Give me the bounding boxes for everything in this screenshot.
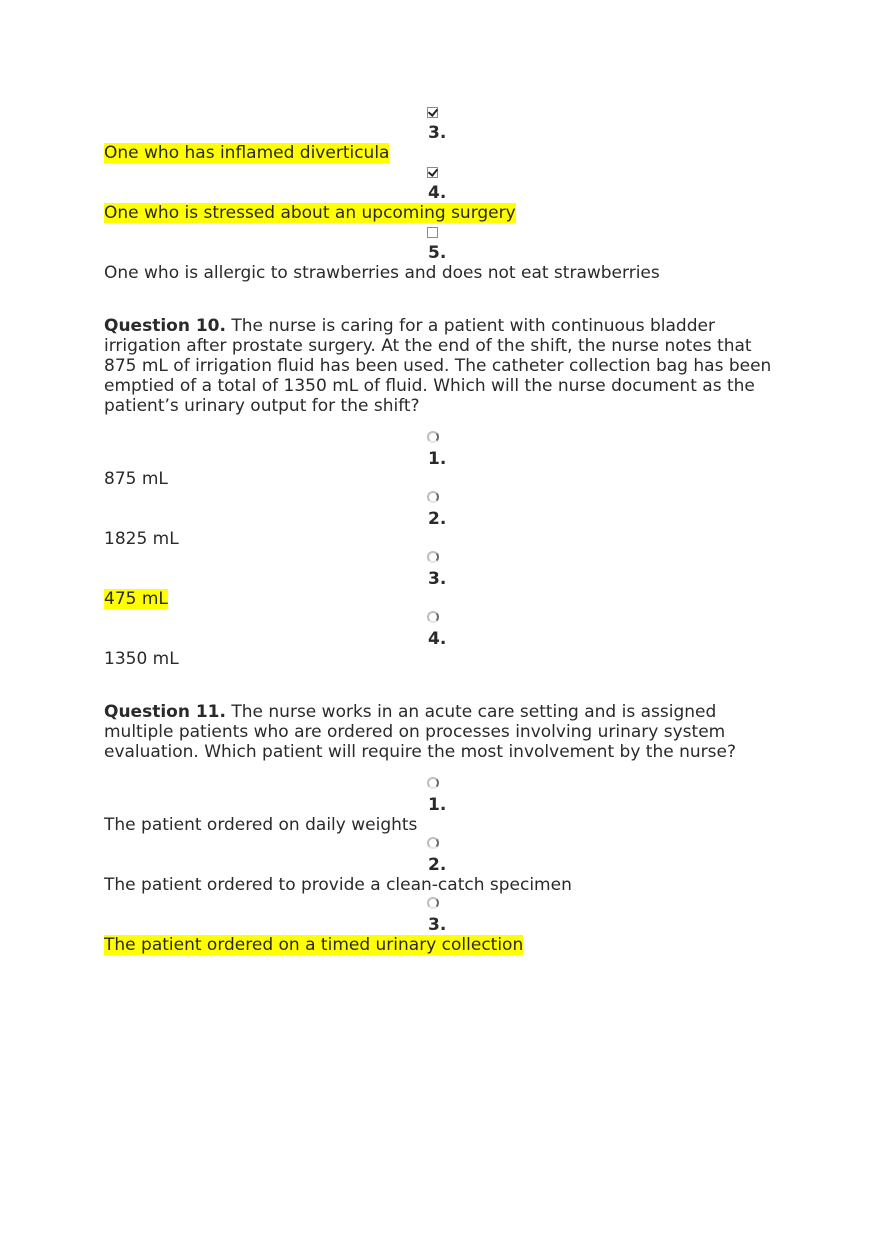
option-number: 1. xyxy=(428,449,447,469)
question-text: The nurse is caring for a patient with continuous bladder irrigation after prostate surgery. At the end of the shift, the nurse notes that 875 mL of irrigation fluid has been used. The catheter collection bag has been emptied of a total of 1350 mL of fluid. Which will the nurse document as the patient’s urinary output for the shift? xyxy=(104,316,772,416)
option-3[interactable] xyxy=(104,549,784,609)
question-10-options xyxy=(104,429,784,669)
radio-icon[interactable] xyxy=(427,611,439,623)
option-text: The patient ordered to provide a clean-catch specimen xyxy=(104,875,572,895)
option-text: 1350 mL xyxy=(104,649,179,669)
option-text: One who is stressed about an upcoming surgery xyxy=(104,203,516,223)
radio-icon[interactable] xyxy=(427,777,439,789)
option-number: 2. xyxy=(428,855,447,875)
question-10-stem xyxy=(104,316,784,416)
radio-icon[interactable] xyxy=(427,551,439,563)
option-2[interactable] xyxy=(104,835,784,895)
option-1[interactable] xyxy=(104,429,784,489)
option-number: 4. xyxy=(428,629,447,649)
question-11-options xyxy=(104,775,784,955)
option-text: 475 mL xyxy=(104,589,168,609)
question-label: Question 10. xyxy=(104,316,226,336)
option-2[interactable] xyxy=(104,489,784,549)
option-text: One who has inflamed diverticula xyxy=(104,143,390,163)
radio-icon[interactable] xyxy=(427,897,439,909)
partial-question-options xyxy=(104,103,784,283)
option-number: 4. xyxy=(428,183,447,203)
checkbox-unchecked-icon[interactable] xyxy=(427,227,438,238)
document-page xyxy=(104,103,784,955)
option-3[interactable] xyxy=(104,103,784,163)
option-4[interactable] xyxy=(104,163,784,223)
option-number: 3. xyxy=(428,123,447,143)
radio-icon[interactable] xyxy=(427,491,439,503)
option-3[interactable] xyxy=(104,895,784,955)
option-text: 875 mL xyxy=(104,469,168,489)
option-number: 1. xyxy=(428,795,447,815)
option-4[interactable] xyxy=(104,609,784,669)
radio-icon[interactable] xyxy=(427,431,439,443)
option-text: 1825 mL xyxy=(104,529,179,549)
option-1[interactable] xyxy=(104,775,784,835)
checkbox-checked-icon[interactable] xyxy=(427,167,438,178)
option-text: The patient ordered on a timed urinary collection xyxy=(104,935,524,955)
option-number: 2. xyxy=(428,509,447,529)
option-text: The patient ordered on daily weights xyxy=(104,815,418,835)
question-text: The nurse works in an acute care setting and is assigned multiple patients who are ordered on processes involving urinary system evaluation. Which patient will require the most involvement by the nurse? xyxy=(104,702,736,762)
option-text: One who is allergic to strawberries and does not eat strawberries xyxy=(104,263,660,283)
question-11-stem xyxy=(104,702,784,762)
option-number: 3. xyxy=(428,915,447,935)
option-5[interactable] xyxy=(104,223,784,283)
question-label: Question 11. xyxy=(104,702,226,722)
radio-icon[interactable] xyxy=(427,837,439,849)
option-number: 3. xyxy=(428,569,447,589)
option-number: 5. xyxy=(428,243,447,263)
checkbox-checked-icon[interactable] xyxy=(427,107,438,118)
